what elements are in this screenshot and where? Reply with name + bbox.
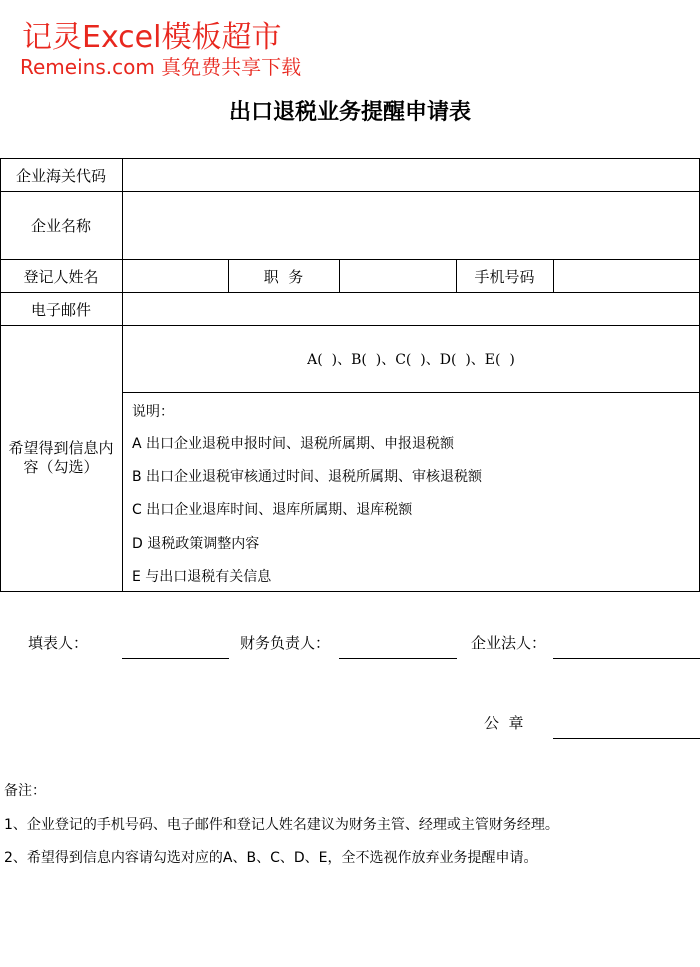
email-label: 电子邮件	[30, 300, 91, 319]
registrant-name-field[interactable]	[123, 260, 228, 292]
registrant-name-label: 登记人姓名	[23, 267, 99, 286]
position-label: 职 务	[263, 267, 304, 286]
finance-signature-line[interactable]	[339, 658, 457, 659]
legal-signature-line[interactable]	[553, 658, 700, 659]
company-name-field[interactable]	[123, 192, 699, 259]
explanation-item-a: A 出口企业退税申报时间、退税所属期、申报退税额	[132, 436, 455, 452]
remark-item-1: 1、企业登记的手机号码、电子邮件和登记人姓名建议为财务主管、经理或主管财务经理。	[4, 817, 559, 833]
finance-manager-label: 财务负责人：	[240, 634, 331, 652]
explanation-item-b: B 出口企业退税审核通过时间、退税所属期、审核退税额	[132, 469, 483, 485]
watermark-subtitle: Remeins.com 真免费共享下载	[20, 55, 302, 79]
seal-line[interactable]	[553, 738, 700, 739]
filler-signature-line[interactable]	[122, 658, 229, 659]
info-options-checkboxes[interactable]: A( )、B( )、C( )、D( )、E( )	[307, 352, 515, 368]
company-name-label: 企业名称	[30, 216, 91, 235]
explanation-item-e: E 与出口退税有关信息	[132, 569, 272, 585]
filler-label: 填表人：	[28, 634, 89, 652]
customs-code-label: 企业海关代码	[15, 166, 106, 185]
explanation-title: 说明：	[132, 404, 174, 420]
phone-label: 手机号码	[474, 267, 535, 286]
info-content-label: 希望得到信息内容（勾选）	[8, 439, 114, 476]
legal-representative-label: 企业法人：	[471, 634, 547, 652]
customs-code-field[interactable]	[123, 159, 699, 191]
table-line	[0, 591, 700, 592]
explanation-item-d: D 退税政策调整内容	[132, 536, 260, 552]
email-field[interactable]	[123, 293, 699, 325]
table-line	[122, 392, 700, 393]
watermark-title: 记灵Excel模板超市	[22, 20, 282, 55]
seal-label: 公 章	[484, 714, 524, 732]
form-title: 出口退税业务提醒申请表	[228, 99, 471, 125]
explanation-item-c: C 出口企业退库时间、退库所属期、退库税额	[132, 502, 413, 518]
phone-field[interactable]	[554, 260, 699, 292]
position-field[interactable]	[340, 260, 456, 292]
remark-item-2: 2、希望得到信息内容请勾选对应的A、B、C、D、E，全不选视作放弃业务提醒申请。	[4, 850, 538, 866]
remarks-title: 备注：	[4, 783, 46, 799]
